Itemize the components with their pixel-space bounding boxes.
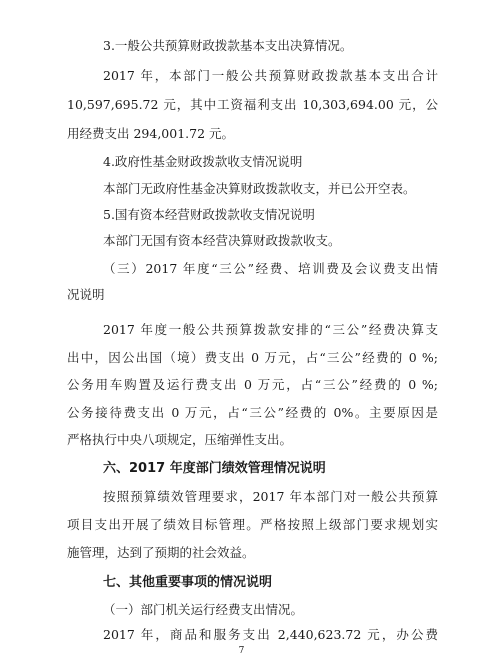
text-line: 公务用车购置及运行费支出 0 万元，占“三公”经费的 0 %; [67,377,438,392]
text-line: 按照预算绩效管理要求，2017 年本部门对一般公共预算 [103,489,438,504]
subsection-heading: （一）部门机关运行经费支出情况。 [103,602,304,617]
text-line: 施管理，达到了预期的社会效益。 [67,545,255,560]
section-7-heading: 七、其他重要事项的情况说明 [103,575,273,590]
text-line: 本部门无国有资本经营决算财政拨款收支。 [103,233,341,248]
text-line: 公务接待费支出 0 万元，占“三公”经费的 0%。主要原因是 [67,405,438,420]
item-4-heading: 4.政府性基金财政拨款收支情况说明 [103,154,303,169]
subsection-heading-cont: 况说明 [67,287,105,302]
text-line: 本部门无政府性基金决算财政拨款收支，并已公开空表。 [103,181,416,196]
page-number: 7 [238,646,245,656]
text-line: 出中，因公出国（境）费支出 0 万元，占“三公”经费的 0 %; [67,350,438,365]
text-line: 2017 年，商品和服务支出 2,440,623.72 元，办公费 [103,627,438,642]
text-line: 2017 年度一般公共预算拨款安排的“三公”经费决算支 [103,322,438,337]
text-line: 用经费支出 294,001.72 元。 [67,126,235,141]
item-5-heading: 5.国有资本经营财政拨款收支情况说明 [103,207,315,222]
text-line: 10,597,695.72 元，其中工资福利支出 10,303,694.00 元，公 [67,97,438,112]
text-line: 2017 年，本部门一般公共预算财政拨款基本支出合计 [103,68,438,83]
item-3-heading: 3.一般公共预算财政拨款基本支出决算情况。 [103,38,353,53]
subsection-heading: （三）2017 年度“三公”经费、培训费及会议费支出情 [103,261,438,276]
section-6-heading: 六、2017 年度部门绩效管理情况说明 [103,461,326,476]
text-line: 项目支出开展了绩效目标管理。严格按照上级部门要求规划实 [67,517,438,532]
text-line: 严格执行中央八项规定，压缩弹性支出。 [67,432,293,447]
